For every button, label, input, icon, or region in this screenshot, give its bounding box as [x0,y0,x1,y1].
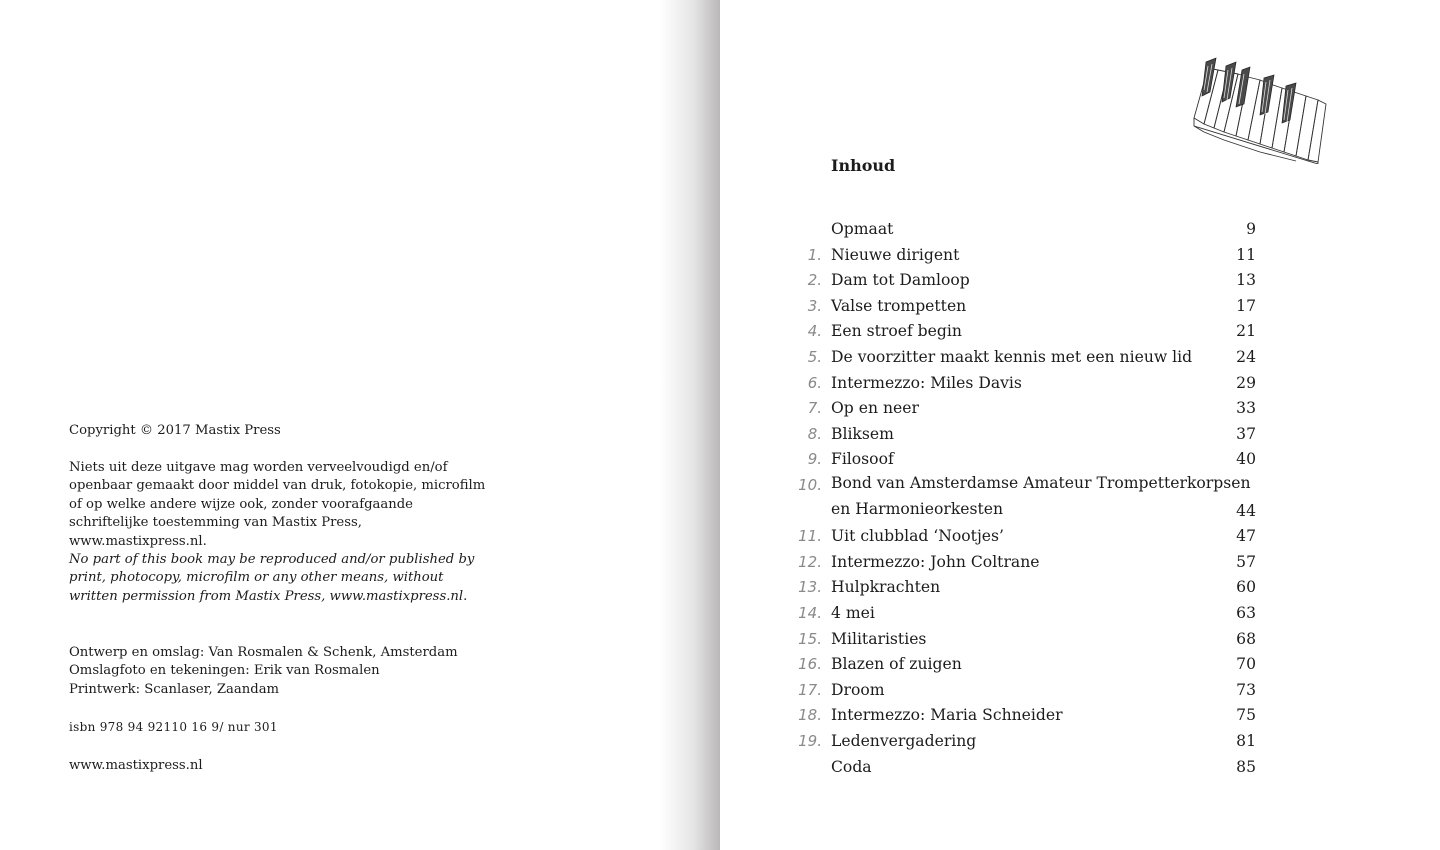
page-number: 21 [1236,322,1256,341]
page-number: 85 [1236,757,1256,776]
credits [69,644,458,699]
chapter-title: Een stroef begin [831,322,962,341]
toc-entry[interactable] [720,578,1440,604]
credit-photo: Omslagfoto en tekeningen: Erik van Rosmalen [69,663,380,679]
chapter-title: Uit clubblad ‘Nootjes’ [831,527,1004,546]
chapter-title: Coda [831,757,872,776]
chapter-title: Droom [831,680,885,699]
chapter-title: Dam tot Damloop [831,271,970,290]
chapter-number: 15. [798,629,822,648]
page-number: 81 [1236,732,1256,750]
toc-entry[interactable] [720,374,1440,400]
page-number: 13 [1236,271,1256,290]
right-page [720,0,1440,850]
toc-entry[interactable] [720,220,1440,246]
page-number: 29 [1236,373,1256,392]
chapter-number: 5. [807,348,822,366]
chapter-number: 4. [807,322,822,341]
toc-title: Inhoud [831,156,896,175]
chapter-title: 4 mei [831,604,875,622]
chapter-title-line-2: en Harmonieorkesten [831,499,1004,518]
page-number: 40 [1236,450,1256,469]
chapter-title: Ledenvergadering [831,732,977,750]
chapter-title-line-1: Bond van Amsterdamse Amateur Trompetterkorpsen [831,474,1251,492]
chapter-number: 14. [798,604,822,622]
piano-keys-sketch-icon [1190,52,1330,164]
chapter-title: Bliksem [831,424,894,443]
chapter-number: 18. [798,706,822,725]
page-number: 68 [1236,629,1256,648]
page-number: 37 [1236,424,1256,443]
toc-entry[interactable] [720,604,1440,630]
page-number: 24 [1236,348,1256,366]
toc-entry[interactable] [720,271,1440,297]
page-number: 73 [1236,680,1256,699]
chapter-number: 7. [807,399,822,418]
chapter-title: De voorzitter maakt kennis met een nieuw lid [831,348,1193,366]
chapter-number: 3. [807,296,822,315]
chapter-number: 17. [798,680,822,699]
chapter-title: Opmaat [831,220,894,238]
toc-entry[interactable] [720,758,1440,784]
chapter-title: Filosoof [831,450,894,469]
page-number: 70 [1236,655,1256,674]
page-number: 11 [1236,245,1256,264]
chapter-title: Op en neer [831,399,919,418]
toc-entry[interactable] [720,630,1440,656]
chapter-number: 1. [807,245,822,264]
chapter-number: 2. [807,271,822,290]
toc-entry[interactable] [720,322,1440,348]
chapter-title: Nieuwe dirigent [831,245,960,264]
chapter-number: 10. [798,476,822,494]
chapter-title: Hulpkrachten [831,578,941,597]
rights-notice-dutch: Niets uit deze uitgave mag worden verveelvoudigd en/of openbaar gemaakt door middel van druk, fotokopie, microfilm of op welke andere wijze ook, zonder voorafgaande schriftelijke toestemming van Mastix Press, www.mastixpress.nl. [69,460,486,549]
toc-entry[interactable] [720,348,1440,374]
chapter-title: Militaristies [831,629,927,648]
chapter-title: Blazen of zuigen [831,655,962,674]
book-gutter-shadow [660,0,720,850]
credit-design: Ontwerp en omslag: Van Rosmalen & Schenk, Amsterdam [69,645,458,660]
credit-print: Printwerk: Scanlaser, Zaandam [69,681,280,697]
rights-notice-english: No part of this book may be reproduced and/or published by print, photocopy, microfilm or any other means, without written permission from Mastix Press, www.mastixpress.nl. [69,552,475,604]
chapter-number: 11. [798,527,822,546]
page-number: 47 [1236,527,1256,546]
chapter-title: Intermezzo: Maria Schneider [831,706,1063,725]
chapter-title: Intermezzo: John Coltrane [831,552,1040,571]
page-number: 75 [1236,706,1256,725]
toc-entry[interactable] [720,297,1440,323]
page-number: 17 [1236,296,1256,315]
copyright-line: Copyright © 2017 Mastix Press [69,423,281,438]
website-line: www.mastixpress.nl [69,758,203,773]
toc-entry[interactable] [720,553,1440,579]
chapter-number: 6. [807,373,822,392]
toc-entry[interactable] [720,706,1440,732]
toc-entry[interactable] [720,399,1440,425]
page-number: 63 [1236,604,1256,622]
page-number: 44 [1236,501,1256,520]
chapter-number: 12. [798,552,822,571]
chapter-number: 16. [798,655,822,674]
chapter-number: 8. [807,424,822,443]
chapter-number: 19. [798,732,822,750]
page-number: 57 [1236,552,1256,571]
toc-entry[interactable] [720,681,1440,707]
toc-entry[interactable] [720,655,1440,681]
chapter-title: Intermezzo: Miles Davis [831,373,1022,392]
isbn-line: isbn 978 94 92110 16 9/ nur 301 [69,720,278,734]
page-number: 9 [1246,220,1256,238]
page-number: 60 [1236,578,1256,597]
toc-entry[interactable] [720,425,1440,451]
page-number: 33 [1236,399,1256,418]
toc-entry[interactable] [720,246,1440,272]
chapter-title: Valse trompetten [831,296,967,315]
toc-entry[interactable] [720,732,1440,758]
chapter-number: 9. [807,450,822,469]
chapter-title [831,471,1251,522]
toc-entry[interactable] [720,476,1440,527]
chapter-number: 13. [798,578,822,597]
toc-entry[interactable] [720,527,1440,553]
